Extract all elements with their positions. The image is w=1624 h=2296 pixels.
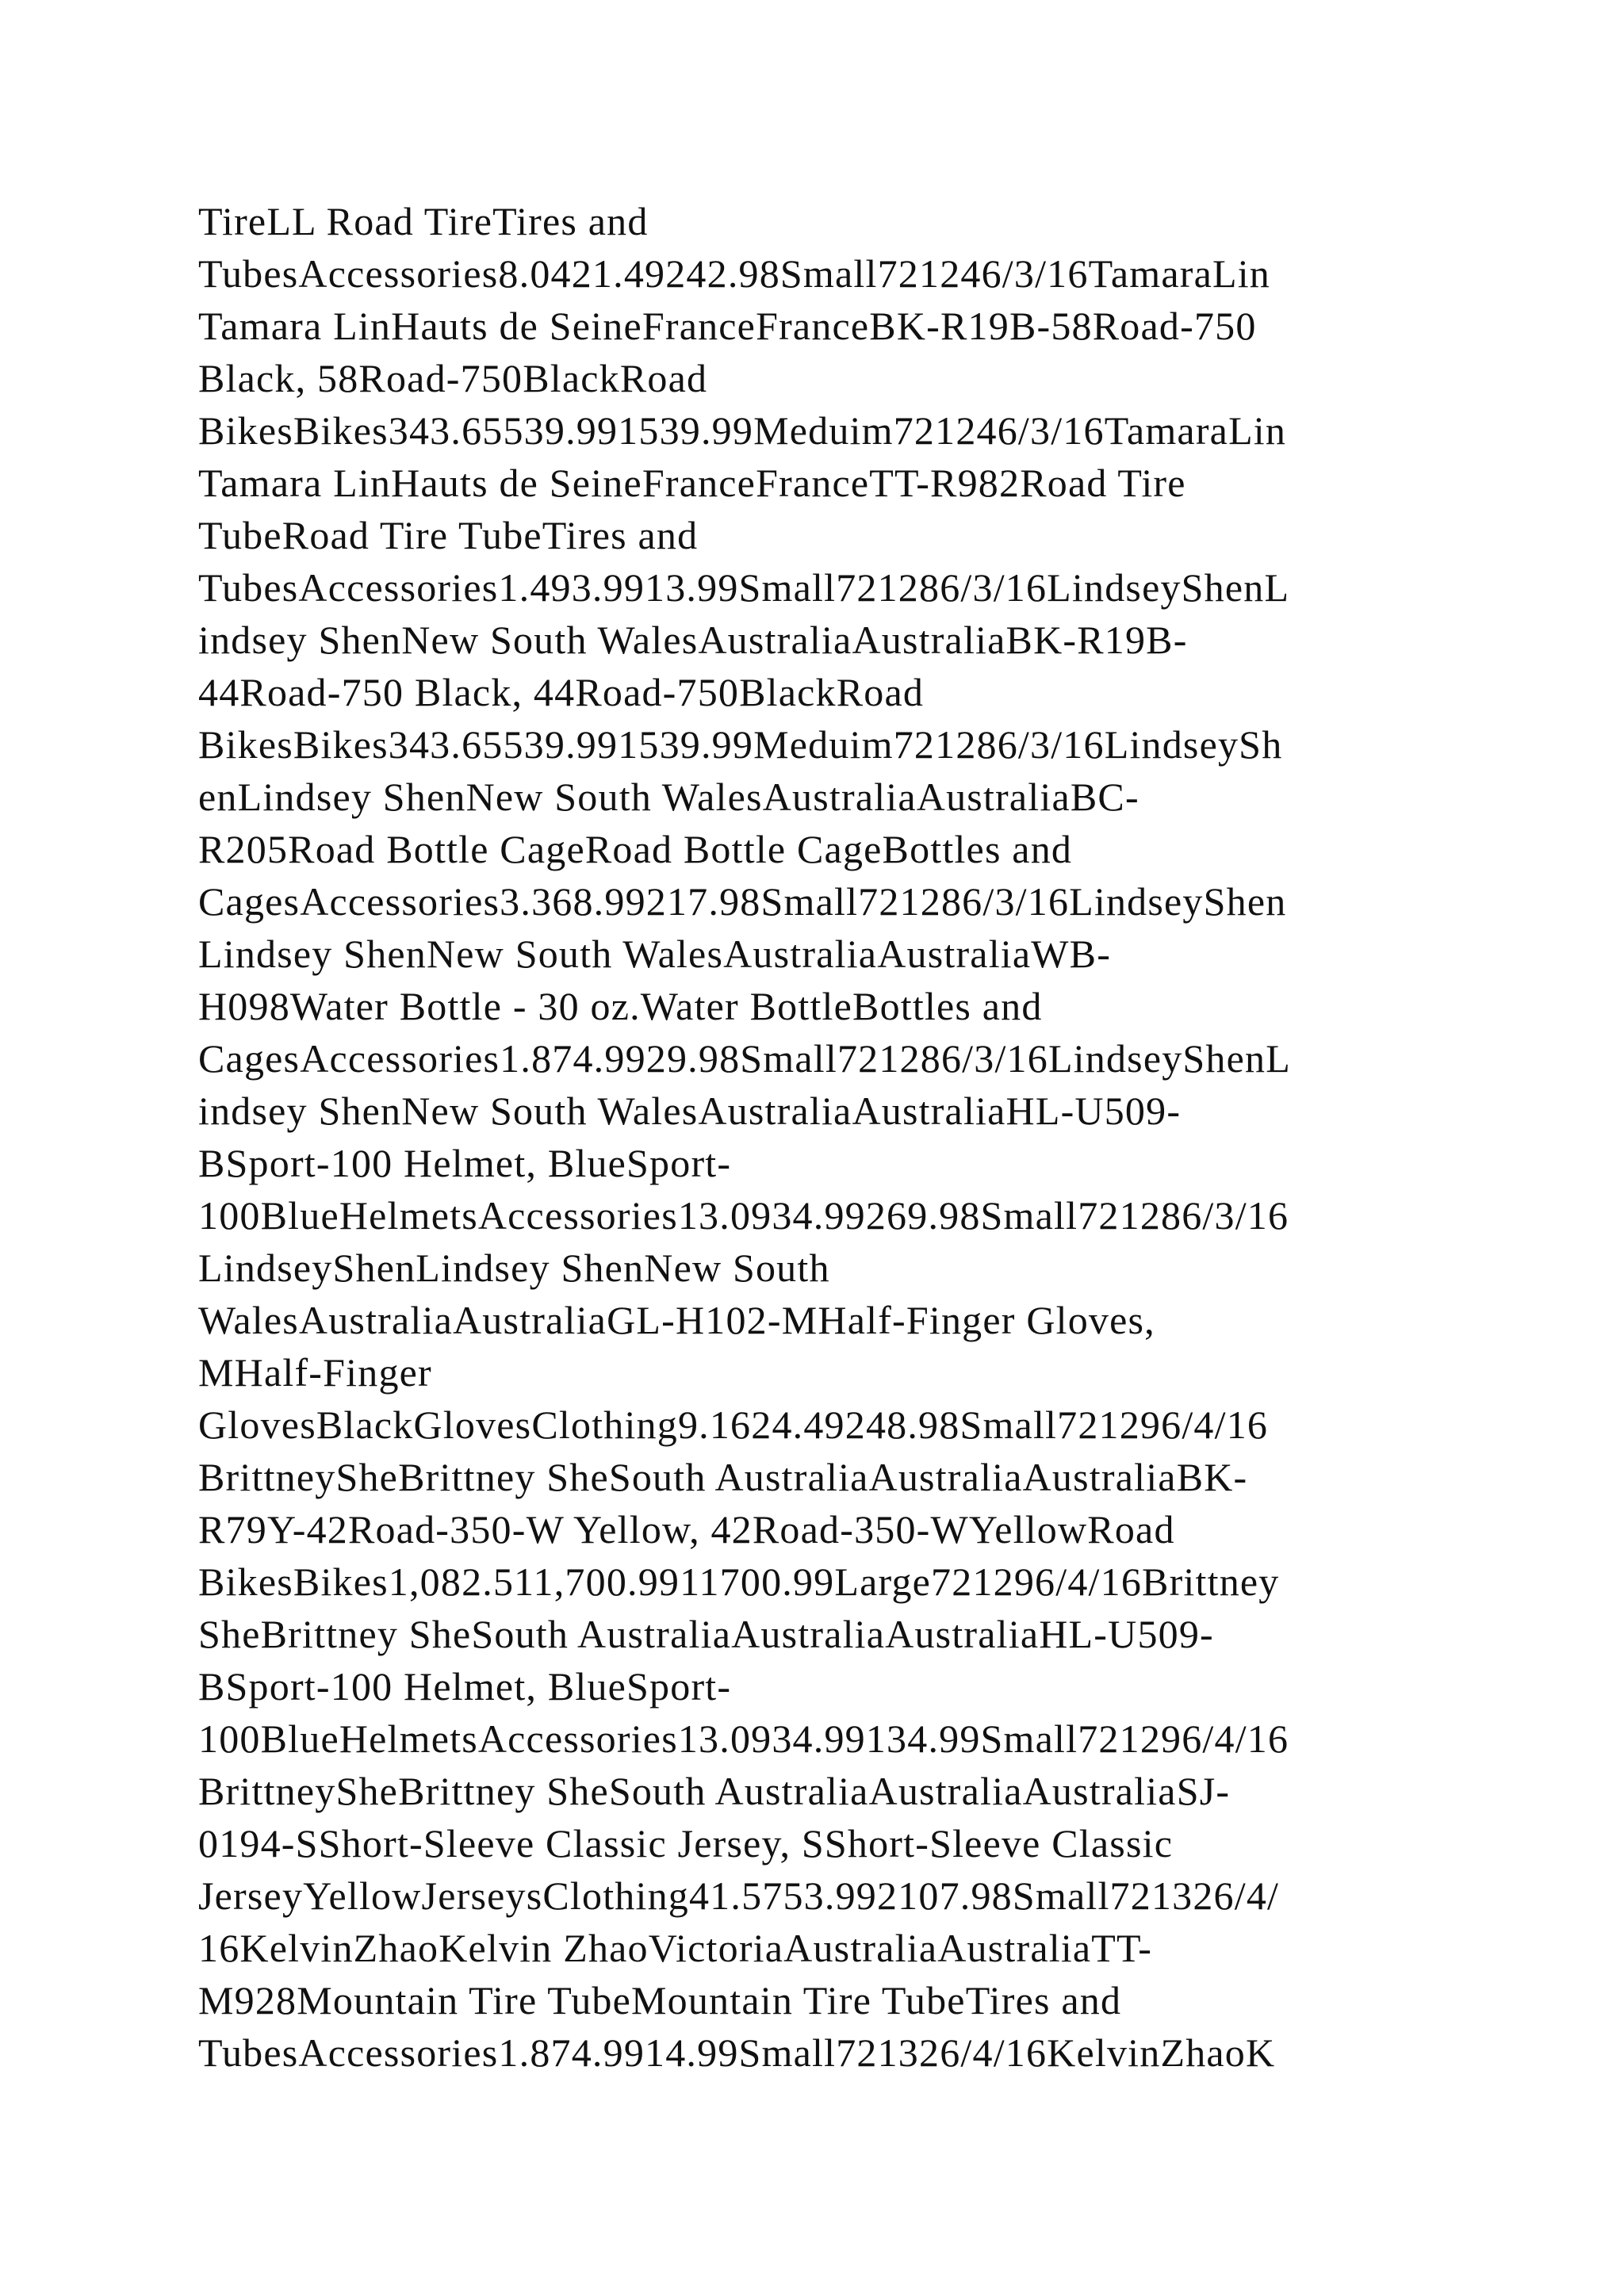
- text-line: TubesAccessories1.493.9913.99Small721286/3/16LindseyShenL: [198, 565, 1290, 610]
- text-line: CagesAccessories3.368.99217.98Small721286/3/16LindseyShen: [198, 879, 1287, 924]
- text-line: Tamara LinHauts de SeineFranceFranceTT-R982Road Tire: [198, 461, 1186, 505]
- text-line: TubesAccessories1.874.9914.99Small721326/4/16KelvinZhaoK: [198, 2030, 1276, 2075]
- text-line: BrittneySheBrittney SheSouth AustraliaAustraliaAustraliaBK-: [198, 1455, 1248, 1499]
- text-line: CagesAccessories1.874.9929.98Small721286/3/16LindseyShenL: [198, 1036, 1291, 1081]
- text-line: BSport-100 Helmet, BlueSport-: [198, 1141, 732, 1185]
- text-line: Tamara LinHauts de SeineFranceFranceBK-R19B-58Road-750: [198, 304, 1257, 348]
- text-line: BikesBikes1,082.511,700.9911700.99Large721296/4/16Brittney: [198, 1559, 1280, 1604]
- text-line: enLindsey ShenNew South WalesAustraliaAustraliaBC-: [198, 775, 1139, 819]
- text-line: BikesBikes343.65539.991539.99Meduim721246/3/16TamaraLin: [198, 408, 1287, 453]
- text-line: LindseyShenLindsey ShenNew South: [198, 1246, 830, 1290]
- text-line: 100BlueHelmetsAccessories13.0934.99134.99Small721296/4/16: [198, 1716, 1289, 1761]
- text-line: H098Water Bottle - 30 oz.Water BottleBottles and: [198, 984, 1043, 1028]
- text-line: Lindsey ShenNew South WalesAustraliaAustraliaWB-: [198, 932, 1112, 976]
- text-line: BikesBikes343.65539.991539.99Meduim721286/3/16LindseySh: [198, 722, 1283, 767]
- text-line: BSport-100 Helmet, BlueSport-: [198, 1664, 732, 1709]
- text-line: 44Road-750 Black, 44Road-750BlackRoad: [198, 670, 925, 714]
- text-line: BrittneySheBrittney SheSouth AustraliaAustraliaAustraliaSJ-: [198, 1769, 1231, 1813]
- text-line: R205Road Bottle CageRoad Bottle CageBottles and: [198, 827, 1073, 871]
- text-line: TubeRoad Tire TubeTires and: [198, 513, 699, 557]
- text-line: M928Mountain Tire TubeMountain Tire TubeTires and: [198, 1978, 1122, 2022]
- text-line: TubesAccessories8.0421.49242.98Small721246/3/16TamaraLin: [198, 251, 1270, 296]
- document-text-block: [198, 195, 1483, 2079]
- text-line: TireLL Road TireTires and: [198, 199, 649, 243]
- text-line: indsey ShenNew South WalesAustraliaAustraliaBK-R19B-: [198, 618, 1188, 662]
- text-line: Black, 58Road-750BlackRoad: [198, 356, 708, 400]
- text-line: WalesAustraliaAustraliaGL-H102-MHalf-Finger Gloves,: [198, 1298, 1155, 1342]
- text-line: JerseyYellowJerseysClothing41.5753.992107.98Small721326/4/: [198, 1873, 1280, 1918]
- text-line: SheBrittney SheSouth AustraliaAustraliaAustraliaHL-U509-: [198, 1612, 1214, 1656]
- text-line: 100BlueHelmetsAccessories13.0934.99269.98Small721286/3/16: [198, 1193, 1289, 1238]
- text-line: GlovesBlackGlovesClothing9.1624.49248.98Small721296/4/16: [198, 1402, 1269, 1447]
- text-line: 0194-SShort-Sleeve Classic Jersey, SShort-Sleeve Classic: [198, 1821, 1174, 1866]
- text-line: indsey ShenNew South WalesAustraliaAustraliaHL-U509-: [198, 1089, 1182, 1133]
- text-line: MHalf-Finger: [198, 1350, 432, 1395]
- text-line: R79Y-42Road-350-W Yellow, 42Road-350-WYellowRoad: [198, 1507, 1175, 1552]
- text-line: 16KelvinZhaoKelvin ZhaoVictoriaAustraliaAustraliaTT-: [198, 1926, 1153, 1970]
